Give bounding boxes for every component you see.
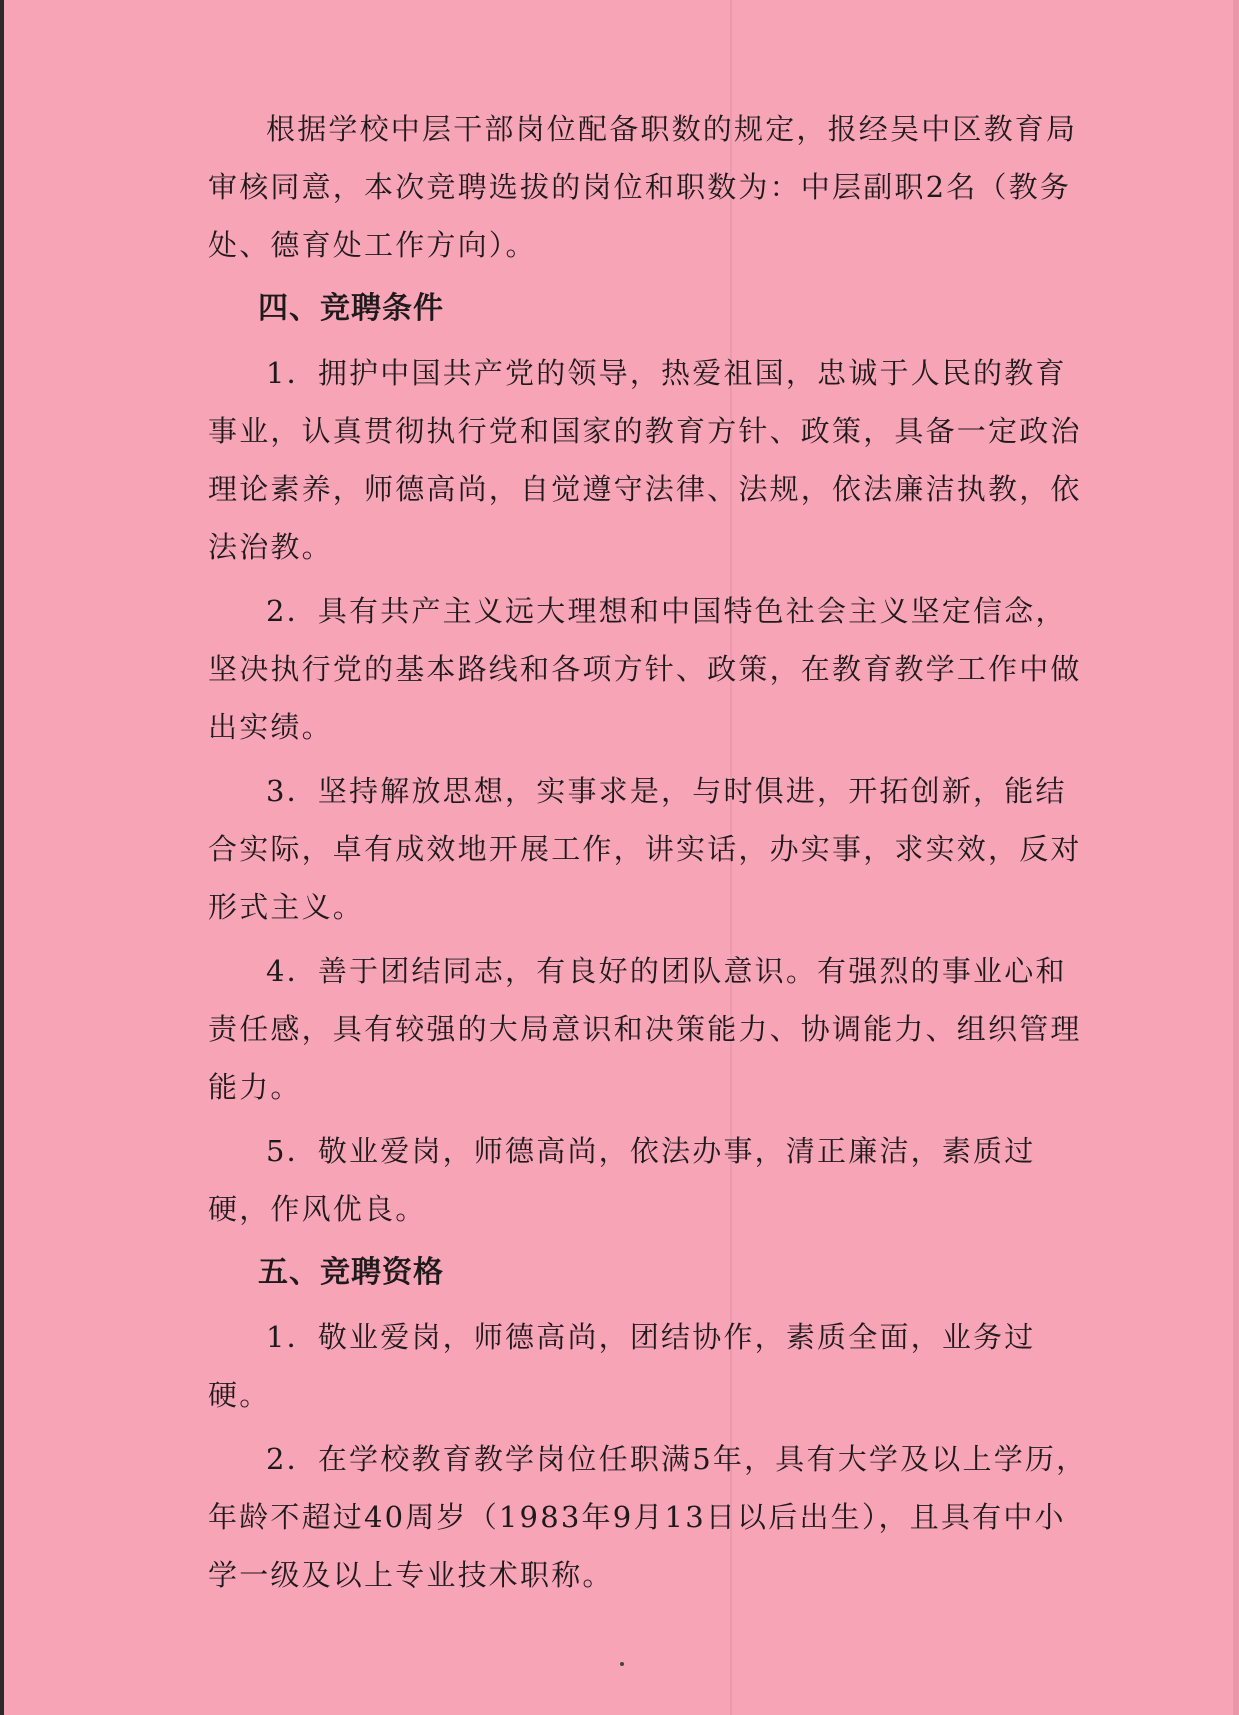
condition-item-2: 2．具有共产主义远大理想和中国特色社会主义坚定信念，坚决执行党的基本路线和各项方针、政策，在教育教学工作中做出实绩。 [208, 594, 1082, 744]
condition-item-3: 3．坚持解放思想，实事求是，与时俱进，开拓创新，能结合实际，卓有成效地开展工作，讲实话，办实事，求实效，反对形式主义。 [208, 774, 1082, 924]
scan-right-edge [1233, 0, 1239, 1715]
condition-item-5: 5．敬业爱岗，师德高尚，依法办事，清正廉洁，素质过硬，作风优良。 [208, 1134, 1036, 1226]
section-heading-conditions: 四、竞聘条件 [258, 291, 444, 326]
scan-speck [620, 1662, 624, 1666]
qualification-item-2: 2．在学校教育教学岗位任职满5年，具有大学及以上学历，年龄不超过40周岁（1983年9月13日以后出生），且具有中小学一级及以上专业技术职称。 [208, 1442, 1088, 1592]
condition-item-4: 4．善于团结同志，有良好的团队意识。有强烈的事业心和责任感，具有较强的大局意识和决策能力、协调能力、组织管理能力。 [208, 954, 1082, 1104]
scan-left-edge [0, 0, 4, 1715]
intro-paragraph: 根据学校中层干部岗位配备职数的规定，报经吴中区教育局审核同意，本次竞聘选拔的岗位和职数为：中层副职2名（教务处、德育处工作方向）。 [208, 112, 1078, 262]
condition-item-1: 1．拥护中国共产党的领导，热爱祖国，忠诚于人民的教育事业，认真贯彻执行党和国家的教育方针、政策，具备一定政治理论素养，师德高尚，自觉遵守法律、法规，依法廉洁执教，依法治教。 [208, 356, 1082, 564]
document-body [208, 100, 1088, 1604]
qualification-item-1: 1．敬业爱岗，师德高尚，团结协作，素质全面，业务过硬。 [208, 1320, 1036, 1412]
section-heading-qualifications: 五、竞聘资格 [258, 1255, 444, 1290]
